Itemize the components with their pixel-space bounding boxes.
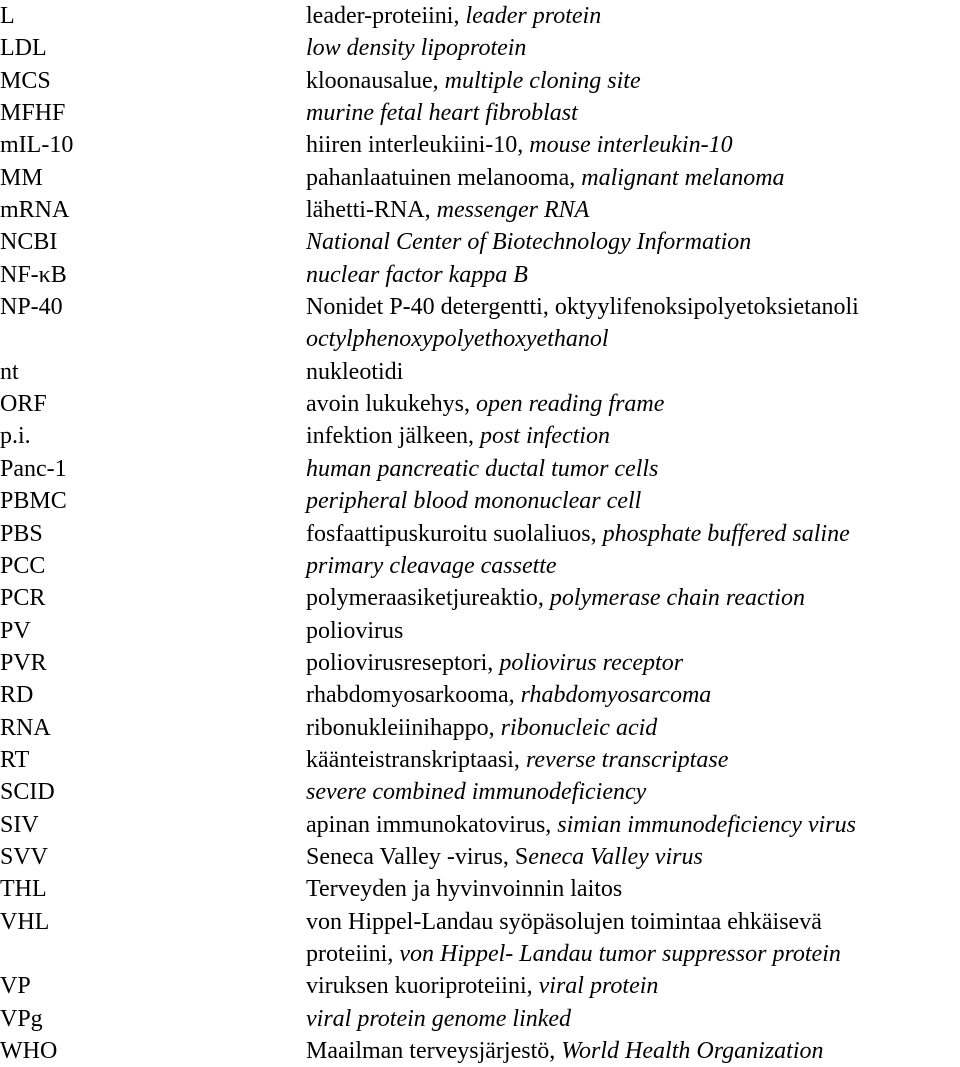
abbreviation-term: PCC <box>0 552 46 579</box>
finnish-definition: nukleotidi <box>306 358 404 385</box>
abbreviation-definition <box>306 970 658 1002</box>
abbreviation-term: SCID <box>0 779 55 806</box>
abbreviation-term: THL <box>0 876 47 903</box>
finnish-definition: avoin lukukehys, <box>306 391 476 418</box>
abbreviation-term: RNA <box>0 714 51 741</box>
english-definition: peripheral blood mononuclear cell <box>306 488 642 515</box>
abbreviation-definition <box>306 291 859 323</box>
abbreviation-row <box>0 388 960 420</box>
abbreviation-row <box>0 712 960 744</box>
abbreviation-definition <box>306 518 850 550</box>
english-definition: viral protein <box>538 973 659 1000</box>
finnish-definition: käänteistranskriptaasi, <box>306 746 526 773</box>
english-definition: mouse interleukin-10 <box>529 132 733 159</box>
abbreviation-row <box>0 291 960 323</box>
abbreviation-row <box>0 356 960 388</box>
abbreviation-definition <box>306 194 589 226</box>
abbreviation-definition <box>306 1035 824 1067</box>
abbreviation-term: PV <box>0 617 31 644</box>
abbreviation-term: mIL-10 <box>0 132 74 159</box>
abbreviation-term: ORF <box>0 391 47 418</box>
finnish-definition: Seneca Valley -virus, S <box>306 843 529 870</box>
finnish-definition: poliovirus <box>306 617 404 644</box>
abbreviation-row <box>0 776 960 808</box>
finnish-definition: proteiini, <box>306 940 400 967</box>
english-definition: rhabdomyosarcoma <box>520 682 712 709</box>
english-definition: murine fetal heart fibroblast <box>306 100 578 127</box>
abbreviation-term: Panc-1 <box>0 455 67 482</box>
english-definition: post infection <box>479 423 610 450</box>
abbreviation-definition <box>306 582 805 614</box>
english-definition: malignant melanoma <box>581 164 785 191</box>
abbreviation-row <box>0 582 960 614</box>
abbreviation-row <box>0 906 960 938</box>
english-definition: nuclear factor kappa B <box>306 261 528 288</box>
abbreviation-row <box>0 744 960 776</box>
abbreviation-definition <box>306 776 646 808</box>
abbreviation-row <box>0 873 960 905</box>
english-definition: poliovirus receptor <box>499 649 684 676</box>
abbreviation-term: RD <box>0 682 34 709</box>
finnish-definition: lähetti-RNA, <box>306 197 437 224</box>
abbreviation-row <box>0 485 960 517</box>
finnish-definition: apinan immunokatovirus, <box>306 811 558 838</box>
abbreviation-definition <box>306 0 601 32</box>
english-definition: polymerase chain reaction <box>549 585 805 612</box>
english-definition: low density lipoprotein <box>306 35 527 62</box>
abbreviation-term: VP <box>0 973 31 1000</box>
abbreviation-row <box>0 938 960 970</box>
abbreviation-term: VPg <box>0 1005 43 1032</box>
abbreviation-row <box>0 453 960 485</box>
abbreviation-definition <box>306 453 658 485</box>
finnish-definition: Maailman terveysjärjestö, <box>306 1038 562 1064</box>
abbreviation-term: VHL <box>0 908 50 935</box>
abbreviation-definition <box>306 679 711 711</box>
abbreviation-row <box>0 420 960 452</box>
abbreviation-term: PBMC <box>0 488 67 515</box>
english-definition: leader protein <box>465 3 602 29</box>
abbreviation-row <box>0 259 960 291</box>
abbreviation-row <box>0 841 960 873</box>
finnish-definition: polymeraasiketjureaktio, <box>306 585 550 612</box>
english-definition: severe combined immunodeficiency <box>306 779 647 806</box>
abbreviation-term: SIV <box>0 811 39 838</box>
abbreviation-definition <box>306 485 641 517</box>
finnish-definition: rhabdomyosarkooma, <box>306 682 521 709</box>
english-definition: simian immunodeficiency virus <box>557 811 856 838</box>
abbreviation-row <box>0 518 960 550</box>
abbreviation-term: MCS <box>0 67 51 94</box>
abbreviation-definition <box>306 1003 571 1035</box>
english-definition: World Health Organization <box>561 1038 824 1064</box>
english-definition: eneca Valley virus <box>528 843 703 870</box>
abbreviation-definition <box>306 129 733 161</box>
finnish-definition: ribonukleiinihappo, <box>306 714 501 741</box>
abbreviation-definition <box>306 615 403 647</box>
abbreviation-row <box>0 647 960 679</box>
abbreviation-row <box>0 809 960 841</box>
abbreviation-definition <box>306 647 683 679</box>
abbreviation-row <box>0 1035 960 1067</box>
finnish-definition: fosfaattipuskuroitu suolaliuos, <box>306 520 603 547</box>
abbreviation-definition <box>306 323 609 355</box>
abbreviation-row <box>0 32 960 64</box>
abbreviation-term: RT <box>0 746 30 773</box>
english-definition: von Hippel- Landau tumor suppressor protein <box>399 940 841 967</box>
abbreviation-definition <box>306 712 657 744</box>
abbreviation-definition <box>306 938 841 970</box>
abbreviation-row <box>0 129 960 161</box>
abbreviation-definition <box>306 420 610 452</box>
abbreviation-term: PBS <box>0 520 43 547</box>
abbreviation-term: WHO <box>0 1038 58 1064</box>
abbreviation-row <box>0 65 960 97</box>
abbreviation-term: MM <box>0 164 43 191</box>
english-definition: multiple cloning site <box>444 67 641 94</box>
abbreviation-term: NF-κB <box>0 261 67 288</box>
finnish-definition: von Hippel-Landau syöpäsolujen toimintaa ehkäisevä <box>306 908 822 935</box>
finnish-definition: infektion jälkeen, <box>306 423 480 450</box>
finnish-definition: Nonidet P-40 detergentti, oktyylifenoksipolyetoksietanoli <box>306 294 859 321</box>
abbreviation-definition <box>306 32 526 64</box>
english-definition: primary cleavage cassette <box>306 552 557 579</box>
english-definition: phosphate buffered saline <box>602 520 850 547</box>
finnish-definition: pahanlaatuinen melanooma, <box>306 164 582 191</box>
english-definition: ribonucleic acid <box>500 714 658 741</box>
abbreviation-row <box>0 97 960 129</box>
abbreviation-definition <box>306 744 728 776</box>
abbreviation-term: NCBI <box>0 229 58 256</box>
abbreviation-row <box>0 550 960 582</box>
english-definition: viral protein genome linked <box>306 1005 572 1032</box>
abbreviation-row <box>0 226 960 258</box>
finnish-definition: hiiren interleukiini-10, <box>306 132 530 159</box>
abbreviation-row <box>0 162 960 194</box>
finnish-definition: Terveyden ja hyvinvoinnin laitos <box>306 876 623 903</box>
abbreviation-row <box>0 615 960 647</box>
abbreviation-definition <box>306 906 822 938</box>
finnish-definition: leader-proteiini, <box>306 3 466 29</box>
abbreviation-definition <box>306 162 785 194</box>
english-definition: National Center of Biotechnology Information <box>306 229 752 256</box>
abbreviation-term: PCR <box>0 585 46 612</box>
abbreviation-definition <box>306 388 664 420</box>
abbreviation-term: MFHF <box>0 100 66 127</box>
abbreviation-definition <box>306 226 751 258</box>
abbreviation-term: mRNA <box>0 197 70 224</box>
abbreviation-row <box>0 970 960 1002</box>
abbreviation-definition <box>306 65 641 97</box>
english-definition: human pancreatic ductal tumor cells <box>306 455 659 482</box>
abbreviation-definition <box>306 356 403 388</box>
abbreviation-definition <box>306 873 622 905</box>
abbreviation-row <box>0 194 960 226</box>
abbreviation-term: SVV <box>0 843 49 870</box>
finnish-definition: kloonausalue, <box>306 67 445 94</box>
abbreviation-row <box>0 679 960 711</box>
abbreviation-term: nt <box>0 358 19 385</box>
english-definition: octylphenoxypolyethoxyethanol <box>306 326 609 353</box>
finnish-definition: viruksen kuoriproteiini, <box>306 973 539 1000</box>
english-definition: open reading frame <box>475 391 665 418</box>
abbreviation-definition <box>306 550 557 582</box>
abbreviation-term: PVR <box>0 649 47 676</box>
abbreviation-term: LDL <box>0 35 47 62</box>
abbreviation-term: NP-40 <box>0 294 63 321</box>
abbreviation-row <box>0 1003 960 1035</box>
english-definition: messenger RNA <box>436 197 590 224</box>
abbreviation-term: L <box>0 3 15 29</box>
abbreviation-definition <box>306 841 703 873</box>
abbreviation-term: p.i. <box>0 423 31 450</box>
abbreviation-row <box>0 323 960 355</box>
finnish-definition: poliovirusreseptori, <box>306 649 500 676</box>
abbreviation-definition <box>306 809 856 841</box>
abbreviation-definition <box>306 259 528 291</box>
english-definition: reverse transcriptase <box>525 746 729 773</box>
abbreviation-row <box>0 0 960 32</box>
abbreviation-definition <box>306 97 578 129</box>
